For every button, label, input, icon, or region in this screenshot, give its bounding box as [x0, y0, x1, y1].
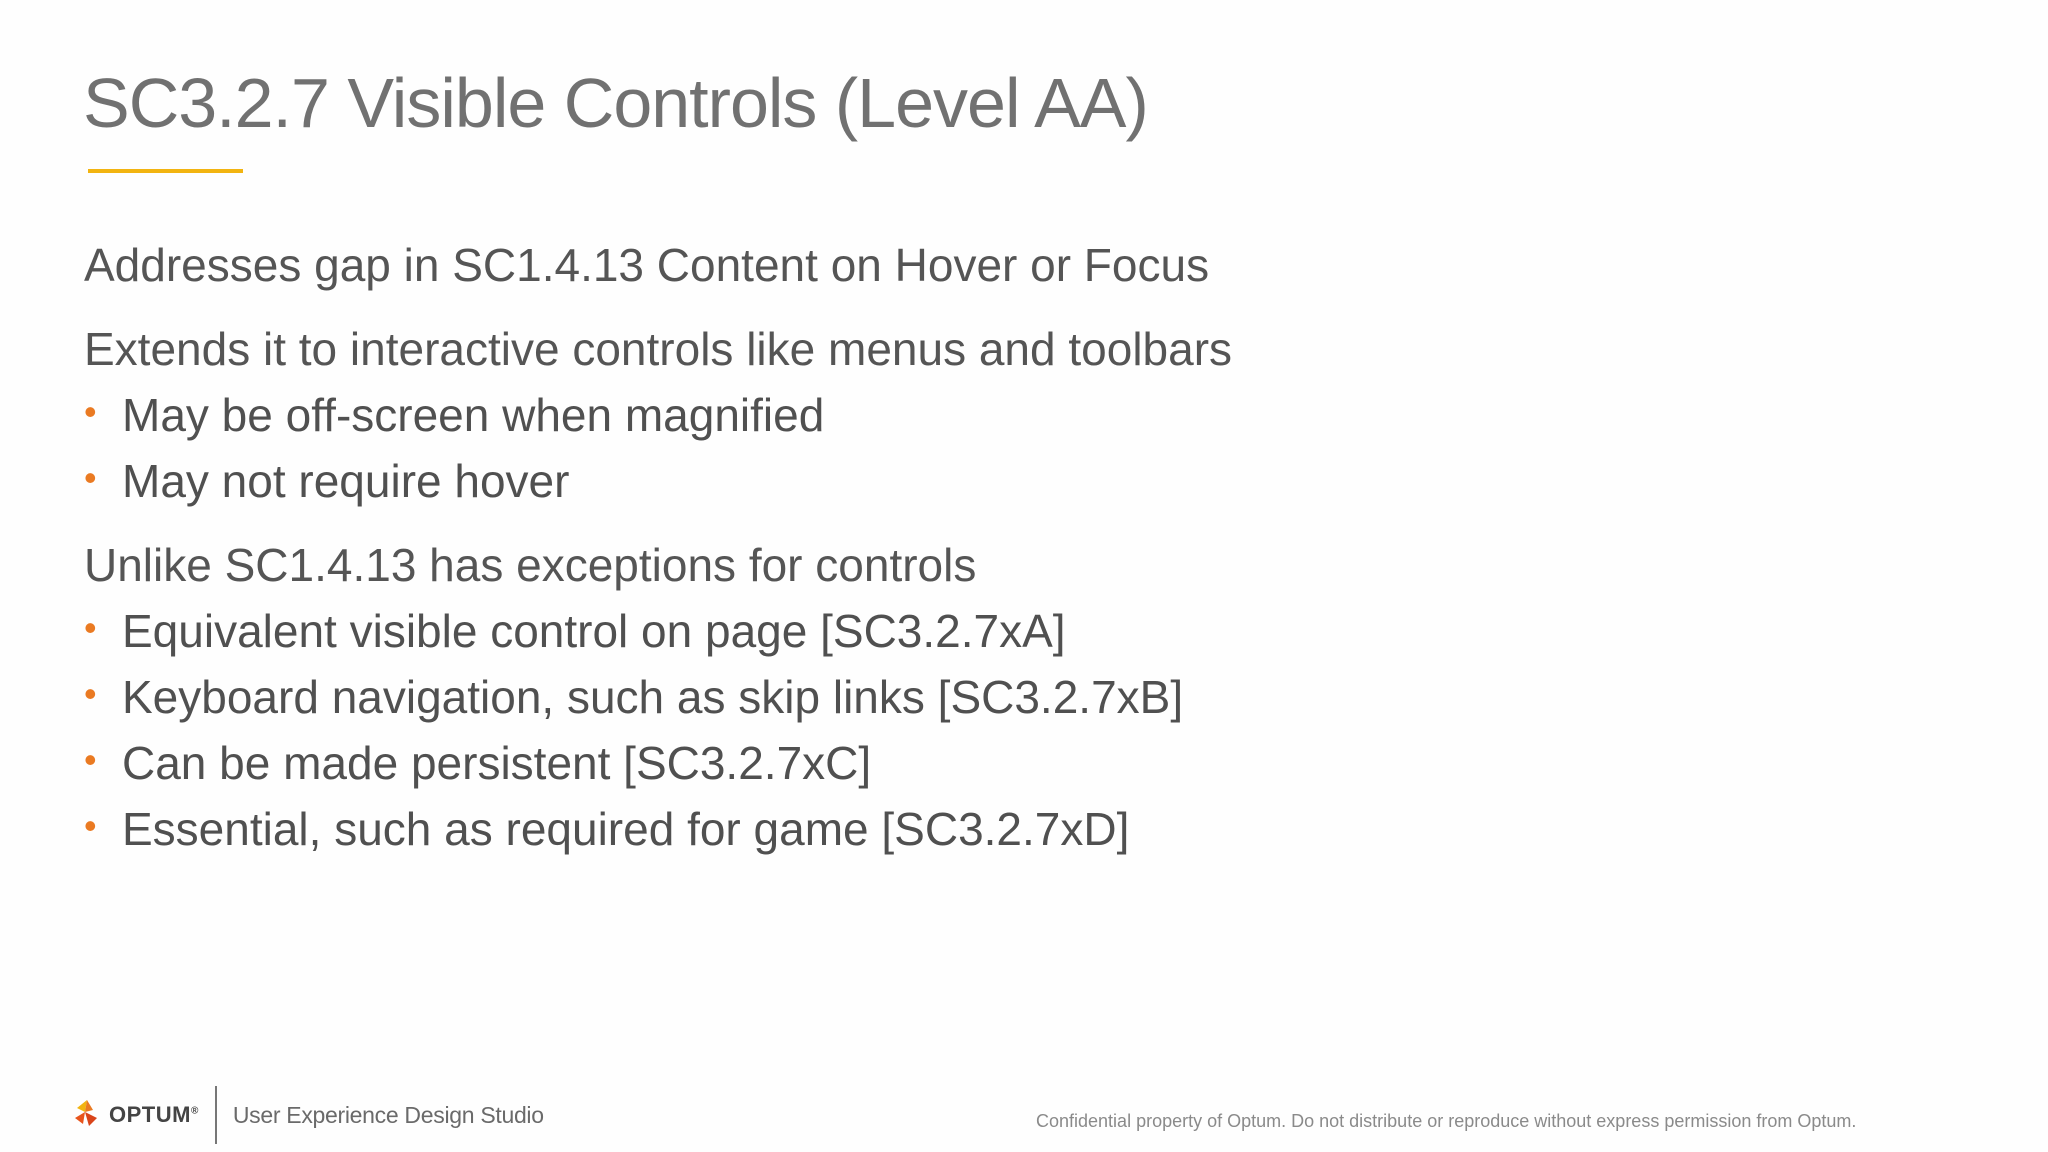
bullet-text: May not require hover — [122, 455, 570, 507]
bullet-text: Equivalent visible control on page [SC3.2.7xA] — [122, 605, 1066, 657]
bullet-dot-icon: • — [84, 673, 97, 714]
bullet-dot-icon: • — [84, 739, 97, 780]
logo-divider — [215, 1086, 217, 1144]
bullet-dot-icon: • — [84, 607, 97, 648]
paragraph-extends: Extends it to interactive controls like menus and toolbars — [84, 323, 1233, 375]
bullet-dot-icon: • — [84, 805, 97, 846]
studio-name: User Experience Design Studio — [232, 1101, 544, 1128]
bullet-dot-icon: • — [84, 457, 97, 498]
logo-wordmark: OPTUM® — [109, 1102, 199, 1127]
footer-logo — [73, 1085, 544, 1145]
confidential-notice: Confidential property of Optum. Do not distribute or reproduce without express permission from Optum. — [1036, 1111, 1857, 1131]
bullet-dot-icon: • — [84, 391, 97, 432]
bullet-text: Keyboard navigation, such as skip links [SC3.2.7xB] — [122, 671, 1184, 723]
paragraph-gap: Addresses gap in SC1.4.13 Content on Hover or Focus — [84, 239, 1210, 291]
bullet-text: Essential, such as required for game [SC3.2.7xD] — [122, 803, 1130, 855]
bullet-text: Can be made persistent [SC3.2.7xC] — [122, 737, 872, 789]
slide-title: SC3.2.7 Visible Controls (Level AA) — [83, 64, 1148, 142]
paragraph-unlike: Unlike SC1.4.13 has exceptions for controls — [84, 539, 977, 591]
optum-logo-icon — [73, 1098, 103, 1132]
title-underline — [88, 169, 243, 173]
bullet-text: May be off-screen when magnified — [122, 389, 825, 441]
